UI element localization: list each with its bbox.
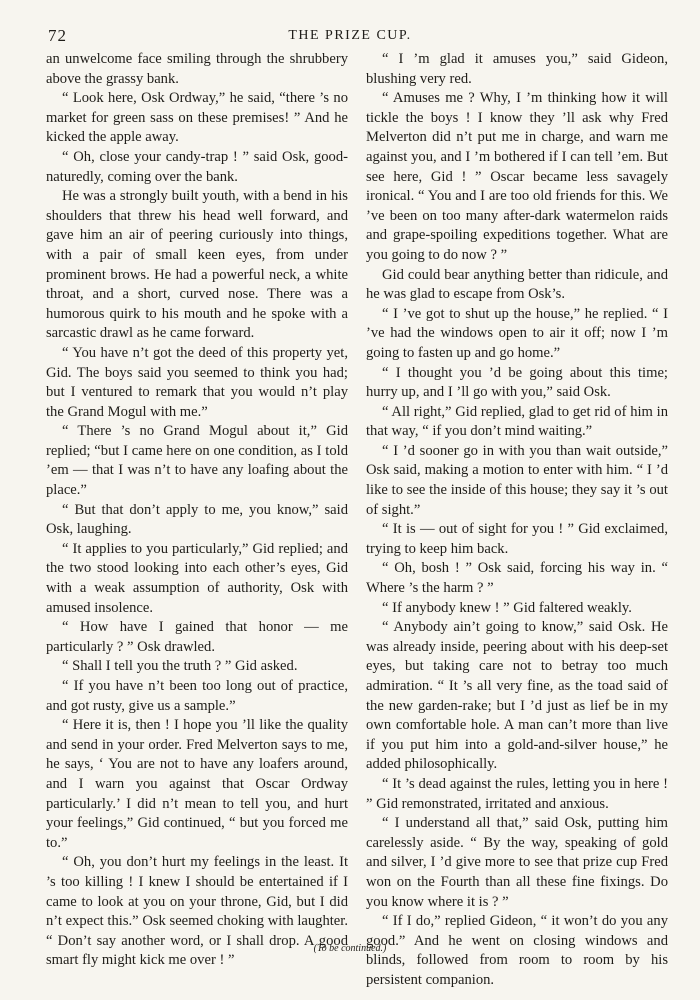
paragraph: “ I ’d sooner go in with you than wait outside,” Osk said, making a motion to enter with him. “ I ’d like to see the inside of this house; they say it ’s out of sight.”: [366, 442, 668, 518]
page-header: [48, 24, 652, 50]
paragraph: “ You have n’t got the deed of this property yet, Gid. The boys said you seemed to think you had; but I ventured to remark that you would n’t play the Grand Mogul with me.”: [46, 344, 348, 420]
paragraph: “ It ’s dead against the rules, letting you in here ! ” Gid remonstrated, irritated and anxious.: [366, 775, 668, 812]
paragraph: “ I ’m glad it amuses you,” said Gideon, blushing very red.: [366, 51, 668, 87]
paragraph: “ Oh, close your candy-trap ! ” said Osk, good-naturedly, coming over the bank.: [46, 148, 348, 185]
paragraph: “ If anybody knew ! ” Gid faltered weakly.: [382, 599, 632, 616]
left-column: [46, 50, 348, 971]
paragraph: “ Oh, bosh ! ” Osk said, forcing his way in. “ Where ’s the harm ? ”: [366, 560, 668, 597]
paragraph: He was a strongly built youth, with a bend in his shoulders that threw his head well forward, and gave him an air of peering curiously into things, with a pair of small keen eyes, from under prominent brows. He had a powerful neck, a white throat, and a short, curved nose. There was a humorous quirk to his mouth and he spoke with a sarcastic drawl as he came forward.: [46, 188, 348, 342]
paragraph: “ Anybody ain’t going to know,” said Osk. He was already inside, peering about with his deep-set eyes, but taking care not to betray too much admiration. “ It ’s all very fine, as the toad said of the new garden-rake; but I ’d just as lief be in my own comfortable hole. A man can’t more than live if you put him into a gold-and-silver house,” he added philosophically.: [366, 619, 668, 773]
paragraph: “ Amuses me ? Why, I ’m thinking how it will tickle the boys ! I know they ’ll ask why Fred Melverton did n’t put me in charge, and warn me against you, and I ’m bothered if I can tell ’em. But see here, Gid ! ” Oscar became less savagely ironical. “ You and I are too old friends for this. We ’ve been on too many after-dark watermelon raids and grape-spoiling expeditions together. What are you going to do now ? ”: [366, 90, 668, 263]
paragraph: an unwelcome face smiling through the shrubbery above the grassy bank.: [46, 51, 348, 87]
paragraph: “ It applies to you particularly,” Gid replied; and the two stood looking into each other’s eyes, Gid with a weak assumption of authority, Osk with amused insolence.: [46, 540, 348, 616]
paragraph: “ Shall I tell you the truth ? ” Gid asked.: [62, 658, 298, 675]
paragraph: “ If you have n’t been too long out of practice, and got rusty, give us a sample.”: [46, 678, 348, 714]
right-column: [366, 50, 668, 991]
paragraph: Gid could bear anything better than ridicule, and he was glad to escape from Osk’s.: [366, 266, 668, 303]
continuation-note: (To be continued.): [313, 943, 387, 954]
paragraph: “ Here it is, then ! I hope you ’ll like the quality and send in your order. Fred Melverton says to me, he says, ‘ You are not to have any loafers around, and I warn you against that Oscar Ordway particularly.’ I did n’t mean to tell you, and hurt your feelings,” Gid continued, “ but you forced me to.”: [46, 717, 348, 851]
paragraph: “ All right,” Gid replied, glad to get rid of him in that way, “ if you don’t mind waiting.”: [366, 403, 668, 440]
paragraph: “ There ’s no Grand Mogul about it,” Gid replied; “but I came here on one condition, as I told ’em — that I was n’t to have any loafing about the place.”: [46, 423, 348, 499]
paragraph: “ Oh, you don’t hurt my feelings in the least. It ’s too killing ! I knew I should be entertained if I came to look at you on your throne, Gid, but I did n’t expect this.” Osk seemed choking with laughter. “ Don’t say another word, or I shall drop. A good smart fly might kick me over ! ”: [46, 854, 348, 969]
paragraph: “ I thought you ’d be going about this time; hurry up, and I ’ll go with you,” said Osk.: [366, 364, 668, 401]
paragraph: “ How have I gained that honor — me particularly ? ” Osk drawled.: [46, 619, 348, 655]
paragraph: “ I understand all that,” said Osk, putting him carelessly aside. “ By the way, speaking of gold and silver, I ’d give more to see that prize cup Fred won on the Fourth than all these fine fixings. Do you know where it is ? ”: [366, 815, 668, 910]
paragraph: “ But that don’t apply to me, you know,” said Osk, laughing.: [46, 501, 348, 538]
paragraph: “ If I do,” replied Gideon, “ it won’t do you any good.” And he went on closing windows and blinds, followed from room to room by his persistent companion.: [366, 913, 668, 988]
paragraph: “ I ’ve got to shut up the house,” he replied. “ I ’ve had the windows open to air it off; now I ’m going to fasten up and go home.”: [366, 305, 668, 361]
running-title: THE PRIZE CUP.: [288, 28, 412, 43]
paragraph: “ It is — out of sight for you ! ” Gid exclaimed, trying to keep him back.: [366, 521, 668, 557]
paragraph: “ Look here, Osk Ordway,” he said, “there ’s no market for green sass on these premises! ” And he kicked the apple away.: [46, 90, 348, 146]
page-number: 72: [48, 26, 67, 45]
